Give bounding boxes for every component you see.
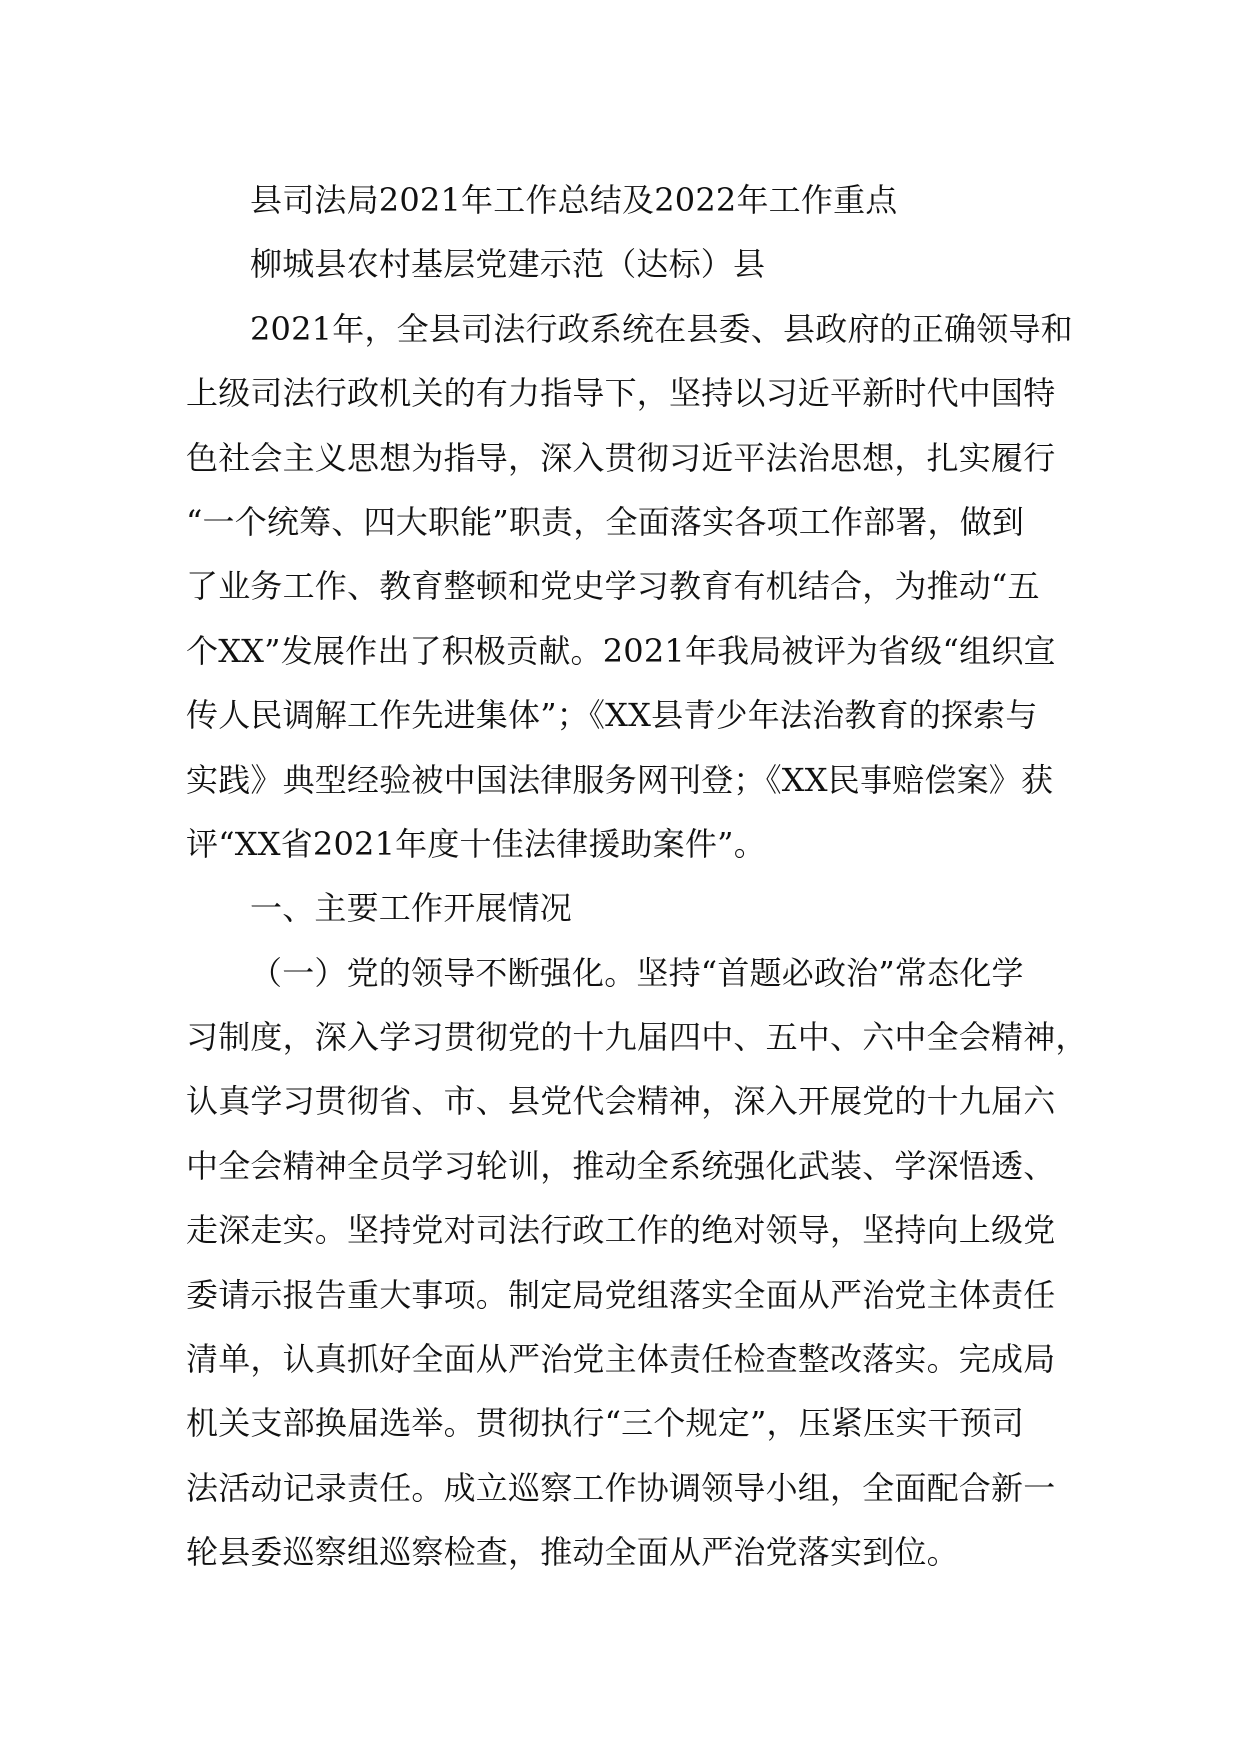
intro-paragraph-line: 了业务工作、教育整顿和党史学习教育有机结合，为推动“五	[186, 567, 1040, 606]
section-paragraph-line: 机关支部换届选举。贯彻执行“三个规定”，压紧压实干预司	[186, 1404, 1025, 1443]
section-paragraph-line: （一）党的领导不断强化。坚持“首题必政治”常态化学	[250, 953, 1024, 992]
intro-paragraph-line: 传人民调解工作先进集体”；《XX县青少年法治教育的探索与	[186, 696, 1038, 735]
section-paragraph-line: 习制度，深入学习贯彻党的十九届四中、五中、六中全会精神，	[186, 1018, 1088, 1057]
intro-paragraph-line: “一个统筹、四大职能”职责，全面落实各项工作部署，做到	[186, 502, 1025, 541]
document-body	[186, 168, 1088, 1585]
section-paragraph-line: 走深走实。坚持党对司法行政工作的绝对领导，坚持向上级党	[186, 1211, 1056, 1250]
intro-paragraph-line: 个XX”发展作出了积极贡献。2021年我局被评为省级“组织宣	[186, 631, 1056, 670]
section-paragraph-line: 委请示报告重大事项。制定局党组落实全面从严治党主体责任	[186, 1275, 1056, 1314]
section-paragraph-line: 清单，认真抓好全面从严治党主体责任检查整改落实。完成局	[186, 1340, 1056, 1379]
section-paragraph-line: 认真学习贯彻省、市、县党代会精神，深入开展党的十九届六	[186, 1082, 1056, 1121]
intro-paragraph-line: 2021年，全县司法行政系统在县委、县政府的正确领导和	[250, 309, 1073, 348]
document-title: 县司法局2021年工作总结及2022年工作重点	[250, 181, 898, 219]
document-subtitle: 柳城县农村基层党建示范（达标）县	[250, 245, 766, 284]
intro-paragraph-line: 实践》典型经验被中国法律服务网刊登；《XX民事赔偿案》获	[186, 760, 1054, 799]
section-paragraph-line: 中全会精神全员学习轮训，推动全系统强化武装、学深悟透、	[186, 1146, 1056, 1185]
intro-paragraph-line: 色社会主义思想为指导，深入贯彻习近平法治思想，扎实履行	[186, 438, 1056, 477]
intro-paragraph-line: 评“XX省2021年度十佳法律援助案件”。	[186, 824, 766, 863]
section-paragraph-line: 轮县委巡察组巡察检查，推动全面从严治党落实到位。	[186, 1533, 959, 1572]
intro-paragraph-line: 上级司法行政机关的有力指导下，坚持以习近平新时代中国特	[186, 374, 1056, 413]
section-heading: 一、主要工作开展情况	[250, 889, 573, 928]
section-paragraph-line: 法活动记录责任。成立巡察工作协调领导小组，全面配合新一	[186, 1468, 1056, 1507]
